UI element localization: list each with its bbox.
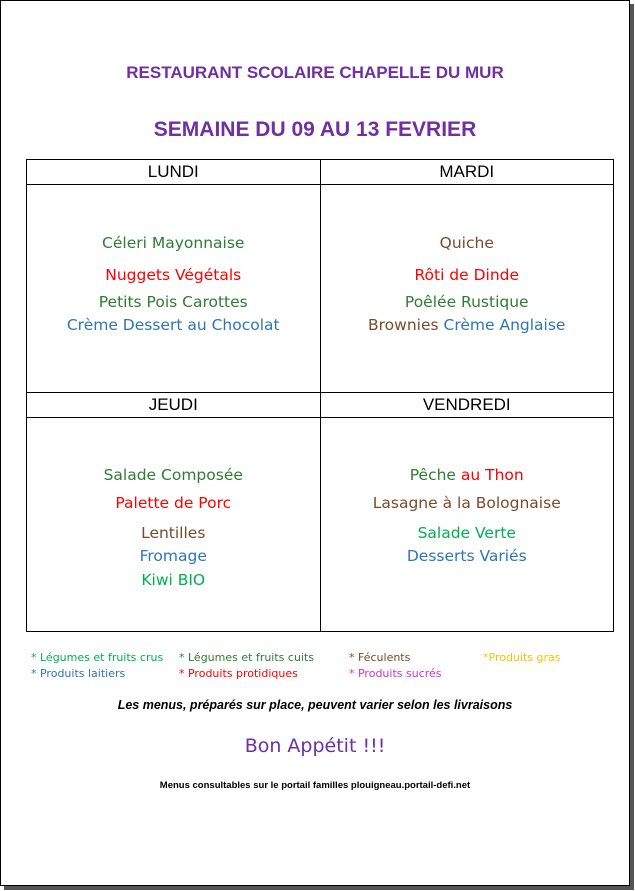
legend-item: *Produits gras (483, 651, 561, 664)
portal-info: Menus consultables sur le portail familles plouigneau.portail-defi.net (159, 780, 471, 791)
dish-starter: Salade Composée (103, 466, 243, 484)
dish-side: Salade Verte (417, 524, 516, 542)
menu-note: Les menus, préparés sur place, peuvent varier selon les livraisons (117, 698, 513, 712)
day-cell-vendredi (320, 418, 614, 632)
legend-item: * Légumes et fruits crus (31, 651, 164, 664)
dish-main: Nuggets Végétals (105, 266, 242, 284)
week-title: SEMAINE DU 09 AU 13 FEVRIER (153, 118, 477, 141)
dish-main: Palette de Porc (115, 494, 232, 512)
legend-item: * Produits laitiers (31, 667, 126, 680)
dish-main: Rôti de Dinde (414, 266, 520, 284)
dish-starter: Céleri Mayonnaise (102, 234, 245, 252)
dish-dessert (321, 316, 614, 334)
legend-item: * Produits protidiques (179, 667, 298, 680)
dish-dessert-part: Crème Anglaise (443, 316, 566, 334)
legend-item: * Féculents (349, 651, 411, 664)
day-header-vendredi: VENDREDI (320, 393, 614, 418)
dish-starter-part: au Thon (460, 466, 524, 484)
day-header-lundi: LUNDI (27, 160, 321, 185)
day-header-jeudi: JEUDI (27, 393, 321, 418)
dish-starter-part: Pêche (409, 466, 456, 484)
legend-item: * Légumes et fruits cuits (179, 651, 315, 664)
dish-main: Lasagne à la Bolognaise (372, 494, 561, 512)
dish-dessert: Crème Dessert au Chocolat (66, 316, 280, 334)
day-cell-lundi (27, 185, 321, 393)
dish-starter (321, 466, 614, 484)
menu-table (26, 159, 614, 632)
greeting: Bon Appétit !!! (244, 735, 386, 757)
dish-cheese: Fromage (139, 547, 207, 565)
dish-dessert: Kiwi BIO (141, 571, 206, 589)
day-cell-mardi (320, 185, 614, 393)
school-title: RESTAURANT SCOLAIRE CHAPELLE DU MUR (126, 63, 504, 82)
dish-dessert: Desserts Variés (406, 547, 527, 565)
day-cell-jeudi (27, 418, 321, 632)
dish-side: Petits Pois Carottes (98, 293, 248, 311)
dish-starter: Quiche (439, 234, 494, 252)
legend-item: * Produits sucrés (349, 667, 442, 680)
dish-side: Lentilles (141, 524, 206, 542)
dish-side: Poêlée Rustique (404, 293, 529, 311)
dish-dessert-part: Brownies (368, 316, 439, 334)
day-header-mardi: MARDI (320, 160, 614, 185)
